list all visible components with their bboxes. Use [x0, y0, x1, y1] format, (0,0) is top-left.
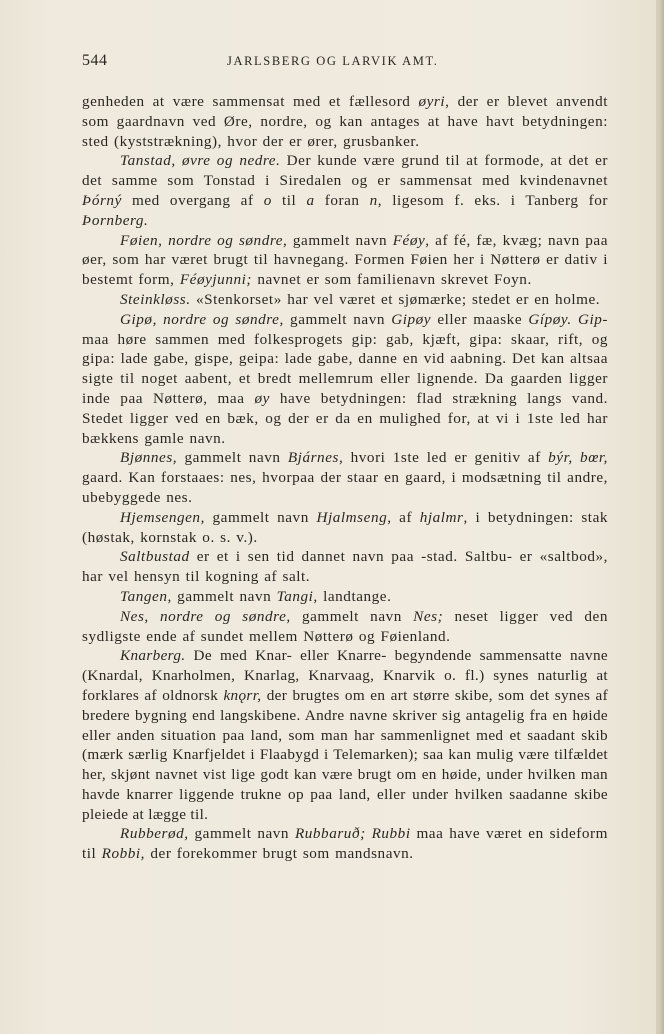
- text-run: foran: [314, 191, 370, 209]
- italic-term: býr, bœr,: [548, 449, 608, 467]
- paragraph-gipo: [82, 310, 608, 449]
- italic-term: Nes;: [413, 607, 444, 625]
- text-run: er et i sen tid dannet navn paa -stad. Saltbu- er «saltbod», har vel hensyn til kogning af salt.: [82, 548, 608, 586]
- running-title: JARLSBERG OG LARVIK AMT.: [227, 54, 439, 68]
- text-run: , ligesom f. eks. i Tanberg for: [377, 191, 608, 209]
- paragraph-bjonnes: [82, 448, 608, 507]
- text-run: gammelt navn: [204, 508, 317, 526]
- italic-term: Føien, nordre og søndre,: [120, 231, 288, 249]
- text-run: med overgang af: [121, 191, 264, 209]
- italic-term: a: [306, 191, 315, 209]
- italic-term: Rubbaruð;: [294, 825, 366, 843]
- italic-term: Hjalmseng,: [316, 508, 392, 526]
- text-run: af: [391, 508, 420, 526]
- text-run: der forekommer brugt som mandsnavn.: [145, 845, 414, 863]
- text-run: maa have været en sideform til: [82, 825, 608, 863]
- paragraph: [82, 92, 608, 151]
- text-run: der brugtes om en art større skibe, som det synes af bredere bygning end langskibene. Andre navne skriver sig antagelig fra en høide eller anden situation paa land, som man har sammenlignet med et saadant skib (mærk særlig Knarfjeldet i Flaabygd i Telemarken); saa kan mulig være tilfældet her, skjønt navnet vist lige godt kan være brugt om en høide, under hvilken man havde knarrer liggende trukne op paa land, eller under hvilken saadanne skibe pleiede at lægge til.: [82, 686, 608, 823]
- text-run: , af fé, fæ, kvæg; navn paa øer, som har været brugt til havnegang. Formen Føien her i Nøtterø er dativ i bestemt form,: [82, 231, 608, 289]
- italic-term: Steinkløss.: [120, 290, 191, 308]
- text-run: gammelt navn: [177, 449, 288, 467]
- paragraph-saltbustad: [82, 547, 608, 587]
- italic-term: knǫrr,: [223, 686, 262, 704]
- text-run: maa høre sammen med folkesprogets gip: gab, kjæft, gipa: skaar, rift, og gipa: lade gabe, gispe, geipa: lade gabe, danne en vid aabning. Det kan altsaa sigte til noget aabent, et bredt mellemrum eller lignende. Da gaarden ligger inde paa Nøtterø, maa: [82, 330, 608, 407]
- text-run: neset ligger ved den sydligste ende af sundet mellem Nøtterø og Føienland.: [82, 607, 608, 645]
- italic-term: Tangi,: [276, 587, 318, 605]
- text-run: genheden at være sammensat med et fællesord: [82, 93, 419, 110]
- italic-term: n: [369, 191, 378, 209]
- italic-term: Tanstad, øvre og nedre.: [120, 152, 281, 170]
- text-run: «Stenkorset» har vel været et sjømærke; stedet er en holme.: [190, 290, 601, 308]
- text-run: navnet er som familienavn skrevet Foyn.: [252, 271, 532, 289]
- italic-term: Robbi,: [101, 845, 146, 863]
- text-run: eller maaske: [431, 310, 529, 328]
- paragraph-rubberod: [82, 824, 608, 864]
- italic-term: Nes, nordre og søndre,: [120, 607, 291, 625]
- text-run: have betydningen: flad strækning langs vand. Stedet ligger ved en bæk, og der er da en mulighed for, at vi i 1ste led har bækkens gamle navn.: [82, 389, 608, 447]
- text-run: Der kunde være grund til at formode, at det er det samme som Tonstad i Siredalen og er sammensat med kvindenavnet: [82, 152, 608, 190]
- text-run: gammelt navn: [287, 231, 393, 249]
- paragraph-tanstad: [82, 151, 608, 230]
- body-text: [82, 92, 608, 864]
- paragraph-steinkloss: [82, 290, 608, 310]
- italic-term: Gipøy: [391, 310, 432, 328]
- italic-term: Gipø, nordre og søndre,: [120, 310, 284, 328]
- text-run: gaard. Kan forstaaes: nes, hvorpaa der staar en gaard, i modsætning til andre, ubebyggede nes.: [82, 469, 608, 506]
- text-run: til: [271, 191, 307, 209]
- italic-term: Bjønnes,: [120, 449, 178, 467]
- italic-term: Rubberød,: [120, 825, 189, 843]
- text-run: gammelt navn: [171, 587, 277, 605]
- italic-term: øyri: [418, 93, 446, 110]
- page-header: [82, 52, 602, 74]
- page-number: 544: [82, 52, 108, 69]
- italic-term: Gípøy. Gip-: [528, 310, 608, 328]
- paragraph-knarberg: [82, 646, 608, 824]
- paragraph-nes: [82, 607, 608, 647]
- italic-term: o: [263, 191, 272, 209]
- italic-term: øy: [254, 389, 270, 407]
- italic-term: Féøyjunni;: [179, 271, 252, 289]
- italic-term: Þórný: [82, 191, 122, 209]
- italic-term: Rubbi: [371, 825, 411, 843]
- italic-term: Féøy: [392, 231, 426, 249]
- paragraph-tangen: [82, 587, 608, 607]
- paragraph-foien: [82, 231, 608, 290]
- paragraph-hjemsengen: [82, 508, 608, 548]
- italic-term: hjalmr: [419, 508, 464, 526]
- text-run: gammelt navn: [283, 310, 392, 328]
- text-run: hvori 1ste led er genitiv af: [343, 449, 549, 467]
- page-edge: [656, 0, 664, 1034]
- text-run: gammelt navn: [290, 607, 414, 625]
- text-run: gammelt navn: [188, 825, 295, 843]
- italic-term: Knarberg.: [120, 647, 186, 665]
- text-run: , i betydningen: stak (høstak, kornstak o. s. v.).: [82, 508, 609, 546]
- italic-term: Hjemsengen,: [120, 508, 205, 526]
- italic-term: Þornberg.: [82, 211, 149, 229]
- italic-term: Bjárnes,: [287, 449, 344, 467]
- text-run: landtange.: [317, 587, 392, 605]
- italic-term: Tangen,: [120, 587, 172, 605]
- italic-term: Saltbustad: [120, 548, 190, 566]
- text-run: De med Knar- eller Knarre- begyndende sammensatte navne (Knardal, Knarholmen, Knarlag, Knarvaag, Knarvik o. fl.) synes naturlig at forklares af oldnorsk: [82, 647, 608, 704]
- text-run: , der er blevet anvendt som gaardnavn ved Øre, nordre, og kan antages at have havt betydningen: sted (kyststrækning), hvor der er ører, grusbanker.: [82, 93, 608, 150]
